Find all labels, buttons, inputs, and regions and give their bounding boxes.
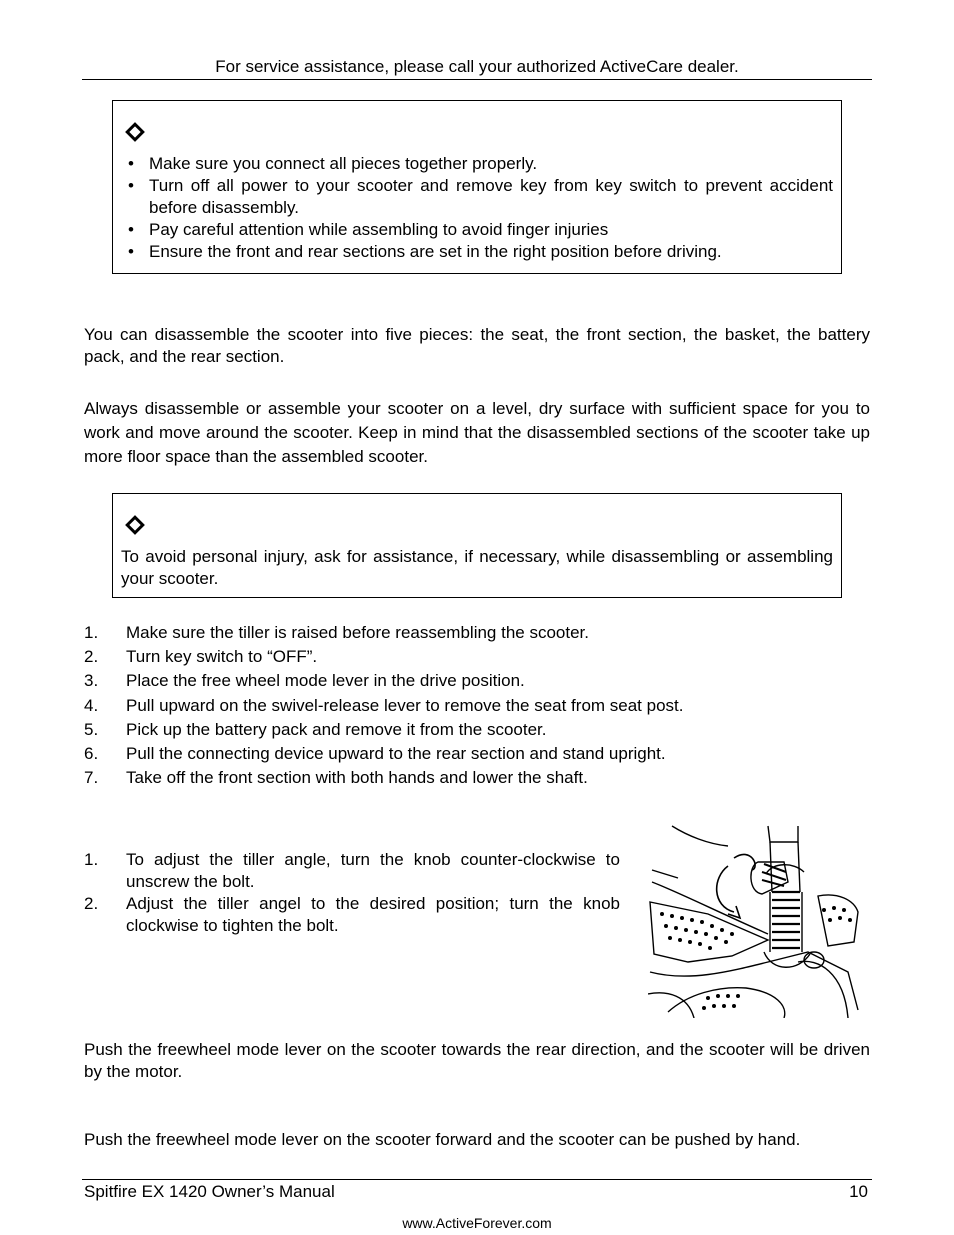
tiller-adjust-illustration [648, 822, 860, 1018]
disassembly-steps [84, 622, 870, 791]
list-item: 6. Pull the connecting device upward to the rear section and stand upright. [84, 743, 666, 763]
list-item: 2. Adjust the tiller angel to the desired position; turn the knob clockwise to tighten the bolt. [84, 894, 620, 935]
caution-item: • Pay careful attention while assembling to avoid finger injuries [121, 219, 833, 241]
manual-title: Spitfire EX 1420 Owner’s Manual [84, 1182, 335, 1201]
list-item: 5. Pick up the battery pack and remove it from the scooter. [84, 719, 547, 739]
header-rule [82, 79, 872, 80]
page-number: 10 [849, 1182, 868, 1201]
list-item: 4. Pull upward on the swivel-release lever to remove the seat from seat post. [84, 695, 684, 715]
footer-rule [82, 1179, 872, 1180]
page-header: For service assistance, please call your authorized ActiveCare dealer. [215, 57, 739, 76]
caution-text: To avoid personal injury, ask for assistance, if necessary, while disassembling or assembling your scooter. [121, 547, 833, 588]
list-item: 1. Make sure the tiller is raised before reassembling the scooter. [84, 623, 590, 642]
list-item: 2. Turn key switch to “OFF”. [84, 647, 318, 667]
caution-box-injury [112, 493, 842, 598]
diamond-icon [125, 122, 145, 142]
intro-paragraph-2: Always disassemble or assemble your scooter on a level, dry surface with sufficient space for you to work and move around the scooter. Keep in mind that the disassembled sections of the scooter take up more floor space than the assembled scooter. [84, 399, 870, 466]
list-item: 1. To adjust the tiller angle, turn the knob counter-clockwise to unscrew the bolt. [84, 850, 620, 891]
caution-box-assembly [112, 100, 842, 274]
list-item: 7. Take off the front section with both hands and lower the shaft. [84, 768, 588, 788]
caution-list [121, 153, 833, 263]
list-item: 3. Place the free wheel mode lever in the drive position. [84, 671, 525, 691]
caution-item: • Make sure you connect all pieces together properly. [121, 153, 833, 175]
caution-item: • Turn off all power to your scooter and remove key from key switch to prevent accident before disassembly. [121, 175, 833, 219]
tiller-steps [84, 849, 620, 937]
diamond-icon [125, 515, 145, 535]
push-mode-paragraph: Push the freewheel mode lever on the scooter forward and the scooter can be pushed by hand. [84, 1130, 801, 1149]
intro-paragraph-1: You can disassemble the scooter into five pieces: the seat, the front section, the basket, the battery pack, and the rear section. [84, 325, 870, 366]
drive-mode-paragraph: Push the freewheel mode lever on the scooter towards the rear direction, and the scooter will be driven by the motor. [84, 1040, 870, 1081]
caution-item: • Ensure the front and rear sections are set in the right position before driving. [121, 241, 833, 263]
footer-url: www.ActiveForever.com [402, 1215, 552, 1231]
